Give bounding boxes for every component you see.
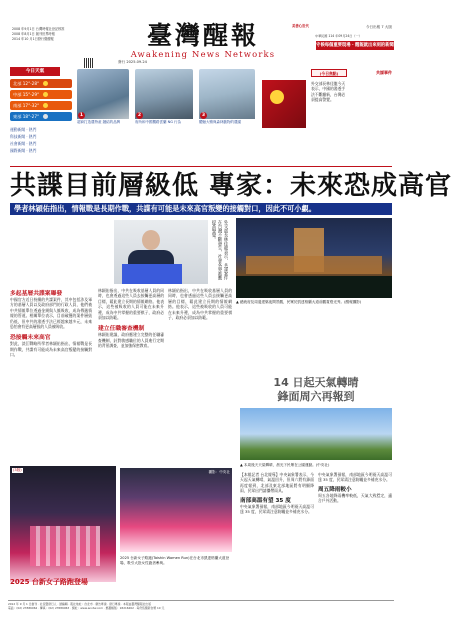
sun-icon <box>43 81 48 86</box>
weather-story-photo-caption: ▲ 本周後天天氣轉晴，晨光下民眾在公園運動。(中央社) <box>240 463 330 467</box>
col2-text: 林穎佑指出，中共在吸收基層人員的同時，也會透過這些人員去接觸更高層的目標，藉此建立長期的情報網絡。他表示，這些被吸收的人員可能在未來升遷，成為中共掌握的重要棋子，政府必須加以防範。 <box>98 288 164 321</box>
top-story-3[interactable] <box>199 69 255 125</box>
hot-list-item[interactable]: 社會新聞 · 熱門 <box>10 141 37 146</box>
weather-row-central <box>10 90 72 99</box>
today-pages: 今日出報 7 大版 <box>365 25 392 29</box>
weather-row-south <box>10 101 72 110</box>
building-body <box>246 256 382 274</box>
weather-story-title-2: 鋒面周六再報到 <box>277 390 355 403</box>
footer-line-2: 電話：(02) 23586962 · 傳真：(02) 23586963 · 網址：www.anntw.com · 郵撥帳號：18216262 · 每份售價新台幣 10 元 <box>8 606 165 610</box>
weather-region: 東部 <box>13 114 22 119</box>
page-label: (3版) <box>13 468 22 472</box>
side-box-photo <box>262 80 306 128</box>
weather-region: 中部 <box>13 92 22 97</box>
main-photo-vertical-caption: 外交部長林佳龍表示，共諜案件在台灣不斷發生，社會各界都應提高警覺。 <box>211 220 228 281</box>
weather-col-2 <box>318 472 392 504</box>
weather-story-title-1: 14 日起天氣轉晴 <box>273 376 359 389</box>
sun-icon <box>43 103 48 108</box>
weather-text-1: 中央氣象署預報，南部地區今明兩天高溫可達 35 度，民眾需注意防曬並多補充水分。 <box>240 503 314 515</box>
hot-list-item[interactable]: 運動新聞 · 熱門 <box>10 127 37 132</box>
masthead-logo <box>118 21 288 59</box>
col2-text-2: 林穎佑建議，政府應建立完整的任職審查機制，針對敏感職位的人員進行定期的背景調查，並加強保密教育。 <box>98 332 164 349</box>
side-box-title: (今日焦點) <box>311 69 347 77</box>
red-banner: 守候每個重要現場 · 醒報就出來刻的新聞 <box>316 43 394 48</box>
weather-story-title <box>240 376 392 404</box>
masthead-note: 2008 年8月1日 創刊世界時報 <box>12 32 55 36</box>
col3-text: 林穎佑指出，中共在吸收基層人員的同時，也會透過這些人員去接觸更高層的目標，藉此建立長期的情報網絡。他表示，這些被吸收的人員可能在未來升遷，成為中共掌握的重要棋子，政府必須加以防範。 <box>168 288 232 321</box>
main-col-2 <box>98 288 164 349</box>
weather-heading-1: 南部高溫有望 35 度 <box>240 497 291 504</box>
night-photo-caption: ▲ 總統府及周邊建築夜間景觀，民眾於凱達格蘭大道前觀賞燈光秀。(醒報攝影) <box>236 300 362 304</box>
col2-heading: 建立任職審查機制 <box>98 326 145 333</box>
weather-region: 北部 <box>13 81 22 86</box>
main-col-3 <box>168 288 232 320</box>
col1-heading: 多起基層共諜案曝發 <box>10 291 63 297</box>
weather-temp: 15°-29° <box>22 92 40 97</box>
masthead-slogan: 美善心世代 <box>292 24 309 28</box>
podium <box>122 264 182 284</box>
night-photo <box>236 218 392 298</box>
top-story-2[interactable] <box>135 69 193 125</box>
main-headline: 共諜目前層級低 專家：未來恐成高官 <box>10 171 452 201</box>
footer <box>8 600 394 610</box>
run-photo-2 <box>120 468 232 552</box>
story-number: 2 <box>137 113 142 118</box>
weather-row-north <box>10 79 72 88</box>
person-head <box>142 230 160 250</box>
footer-line-1: 2012 年 9 月 1 日創刊 · 社長暨發行人 · 總編輯 · 報社地址：台北市 · 廣告專線 · 發行專線 · 本報由臺灣醒報社出版 <box>8 602 152 606</box>
hot-list-item[interactable]: 國際新聞 · 熱門 <box>10 148 37 153</box>
weather-heading-2: 周五降雨較小 <box>318 486 352 493</box>
weather-temp: 12°-28° <box>22 81 40 86</box>
weather-title: 今日天氣 <box>10 67 60 76</box>
story-caption: 體驗大鴨與森林動物的農園 <box>199 119 255 125</box>
col1-heading-2: 恐接觸未來高官 <box>10 335 51 342</box>
side-box-line: 須提高警覺。 <box>311 97 334 103</box>
run-caption: 2025 台新女子路跑(Taishin Women Run)在台北市凱達格蘭大道登場，吸引大批女性跑者參與。 <box>120 556 230 565</box>
weather-temp: 18°-27° <box>22 114 40 119</box>
run-credit: 攝影：中央社 <box>208 470 230 474</box>
weather-text-2: 周五各地降雨機率較低，天氣大致穩定，適合戶外活動。 <box>318 492 392 504</box>
col1-text-2: 對此，淡江戰略所學者林穎佑指出，情報戰是長期作戰，共諜有可能成為未來高官叛變的接觸對口。 <box>10 341 92 358</box>
cloud-icon <box>43 114 48 119</box>
story-caption: 超商打造農特產 鏈結的品牌 <box>77 119 129 125</box>
side-box-line: 外交部長林佳龍今天 <box>311 81 346 86</box>
weather-temp: 17°-32° <box>22 103 40 108</box>
weather-region: 南部 <box>13 103 22 108</box>
weather-col-1 <box>240 472 314 514</box>
masthead-notes <box>12 27 108 42</box>
story-caption: 府所和中國獨路雲蘭 NG 行為 <box>135 119 193 125</box>
weather-text-1b: 中央氣象署預報，南部地區今明兩天高溫可達 35 度，民眾需注意防曬並多補充水分。 <box>318 472 392 483</box>
side-box-line: 表示，中國的滲透手 <box>311 86 346 92</box>
weather-row-east <box>10 112 72 121</box>
col1-text: 中國官方近日持續的共諜案件，其中包括涉及軍方的基層人員以及政府部門的行政人員，他們被中共情報單位透過金錢與人脈吸收，成為傳遞情報的管道。相關單位表示，目前破獲的案件層級仍低，但中共的滲透手法已經越來越多元，未來恐怕會有更高層級的人員被吸收。 <box>10 297 92 330</box>
main-photo <box>114 220 208 284</box>
divider <box>10 166 392 167</box>
masthead-note: 2014 年10 月1日發行覺醒報 <box>12 37 54 41</box>
trees <box>236 276 392 298</box>
logo-chinese: 臺灣醒報 <box>146 21 259 50</box>
weather-story-text: 【本報記者 台北報導】中央氣象署表示，今天起天氣轉晴，氣溫回升，但周六將有鋒面再度報到，北部及東北部地區將有明顯降雨，民眾出門請攜帶雨具。 <box>240 472 314 494</box>
side-box-line: 法不斷翻新，台灣必 <box>311 91 346 97</box>
masthead-date: 發行 2025.09.24 <box>118 60 147 64</box>
runners <box>30 526 100 566</box>
run-photo <box>10 466 116 582</box>
qr-code-icon[interactable] <box>84 58 94 68</box>
side-box-text <box>311 81 393 103</box>
sun-icon <box>43 92 48 97</box>
issue-info: 中華民國 114 年09月24日（一） <box>315 34 362 38</box>
story-number: 1 <box>79 113 84 118</box>
main-subhead: 學者林穎佑指出，情報戰是長期作戰，共諜有可能是未來高官叛變的接觸對口，因此不可小覷。 <box>10 203 392 215</box>
run-headline: 2025 台新女子路跑登場 <box>10 578 88 586</box>
side-box-title-2: 共謀事件 <box>376 70 392 75</box>
story-number: 3 <box>201 113 206 118</box>
hot-list-item[interactable]: 科技新聞 · 熱門 <box>10 134 37 139</box>
logo-english: Awakening News Networks <box>130 49 276 59</box>
star-icon <box>270 90 284 104</box>
main-col-1 <box>10 288 92 358</box>
weather-story-photo <box>240 408 392 460</box>
masthead-note: 2008 年9月1日 台灣時報社登記核准 <box>12 27 65 31</box>
top-story-1[interactable] <box>77 69 129 125</box>
